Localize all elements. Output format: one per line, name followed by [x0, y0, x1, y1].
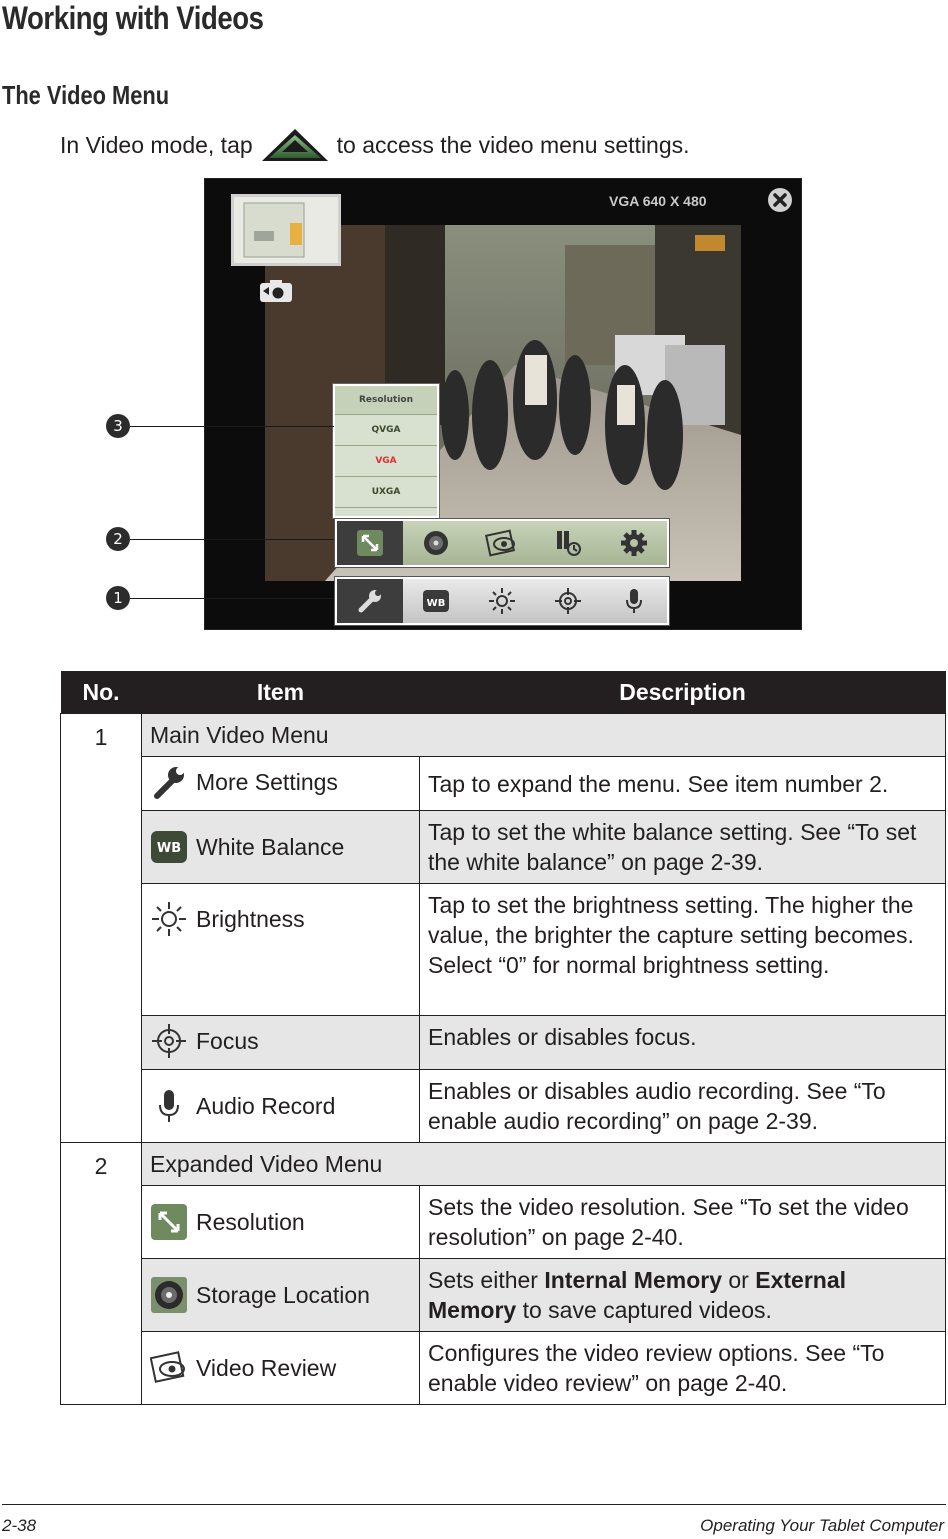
item-cell [142, 1016, 420, 1070]
description-cell: Configures the video review options. See “To enable video review” on page 2-40. [420, 1332, 946, 1405]
item-label: More Settings [196, 769, 338, 795]
description-text: Sets either [428, 1267, 545, 1293]
resolution-option-qvga[interactable]: QVGA [335, 415, 437, 446]
table-section-row [61, 714, 946, 757]
description-cell: Tap to expand the menu. See item number 2. [420, 757, 946, 811]
video-review-icon [485, 528, 519, 558]
gear-icon [619, 528, 649, 558]
table-row [61, 1070, 946, 1143]
item-label: Resolution [196, 1209, 305, 1235]
video-review-button[interactable] [469, 521, 535, 565]
timer-icon [553, 528, 583, 558]
brightness-icon [150, 900, 188, 938]
table-row [61, 1332, 946, 1405]
column-header-description: Description [420, 671, 946, 714]
white-balance-icon [150, 828, 188, 866]
item-label: White Balance [196, 834, 345, 860]
video-menu-table [60, 671, 946, 1405]
focus-button[interactable] [535, 579, 601, 623]
item-label: Brightness [196, 906, 305, 932]
description-cell: Enables or disables audio recording. See “To enable audio recording” on page 2-39. [420, 1070, 946, 1143]
resolution-option-uxga[interactable]: UXGA [335, 477, 437, 508]
focus-icon [553, 586, 583, 616]
microphone-icon [619, 586, 649, 616]
callout-2: 2 [106, 527, 130, 551]
column-header-item: Item [142, 671, 420, 714]
footer-page-number: 2-38 [2, 1516, 37, 1535]
item-cell [142, 1186, 420, 1259]
description-cell: Sets the video resolution. See “To set the video resolution” on page 2-40. [420, 1186, 946, 1259]
white-balance-button[interactable] [403, 579, 469, 623]
item-label: Storage Location [196, 1282, 370, 1308]
wrench-icon [355, 586, 385, 616]
page-title: Working with Videos [2, 0, 264, 36]
callout-1: 1 [106, 586, 130, 610]
resolution-icon [355, 528, 385, 558]
item-cell [142, 811, 420, 884]
item-label: Focus [196, 1028, 259, 1054]
item-label: Video Review [196, 1355, 337, 1381]
table-row [61, 1016, 946, 1070]
column-header-no: No. [61, 671, 142, 714]
item-cell [142, 757, 420, 811]
item-label: Audio Record [196, 1093, 336, 1119]
description-cell [420, 1259, 946, 1332]
callout-3: 3 [106, 414, 130, 438]
intro-paragraph [60, 128, 690, 162]
description-text: to save captured videos. [516, 1297, 772, 1323]
callout-2-leader [130, 539, 334, 540]
table-row [61, 757, 946, 811]
microphone-icon [150, 1087, 188, 1125]
audio-record-button[interactable] [601, 579, 667, 623]
table-row [61, 1259, 946, 1332]
video-screenshot [204, 178, 802, 630]
item-cell [142, 1259, 420, 1332]
video-menu-triangle-icon [261, 128, 329, 162]
item-cell [142, 1070, 420, 1143]
table-row [61, 884, 946, 1016]
item-cell [142, 884, 420, 1016]
external-memory-option: External Memory [428, 1267, 846, 1323]
storage-icon [150, 1276, 188, 1314]
table-row [61, 1186, 946, 1259]
section-title: Expanded Video Menu [142, 1143, 946, 1186]
brightness-button[interactable] [469, 579, 535, 623]
more-settings-button[interactable] [337, 579, 403, 623]
main-video-menu-bar [335, 577, 669, 625]
table-section-row [61, 1143, 946, 1186]
resolution-option-vga[interactable]: VGA [335, 446, 437, 477]
description-text: or [722, 1267, 756, 1293]
settings-button[interactable] [601, 521, 667, 565]
focus-icon [150, 1022, 188, 1060]
close-icon[interactable] [767, 187, 793, 213]
callout-3-leader [130, 426, 334, 427]
section-title: Main Video Menu [142, 714, 946, 757]
timer-button[interactable] [535, 521, 601, 565]
section-number: 2 [61, 1143, 142, 1405]
storage-icon [421, 528, 451, 558]
white-balance-glyph: WB [156, 841, 182, 856]
table-row [61, 811, 946, 884]
description-cell: Enables or disables focus. [420, 1016, 946, 1070]
footer-divider [2, 1504, 946, 1505]
last-capture-thumbnail[interactable] [231, 194, 341, 266]
section-title: The Video Menu [2, 80, 170, 110]
wrench-icon [150, 763, 188, 801]
resolution-menu [333, 384, 439, 518]
callout-1-leader [130, 598, 334, 599]
description-cell: Tap to set the white balance setting. See “To set the white balance” on page 2-39. [420, 811, 946, 884]
resolution-indicator: VGA 640 X 480 [609, 193, 707, 209]
white-balance-icon [421, 586, 451, 616]
brightness-icon [487, 586, 517, 616]
resolution-button[interactable] [337, 521, 403, 565]
expanded-video-menu-bar [335, 519, 669, 567]
resolution-menu-header: Resolution [335, 386, 437, 415]
intro-text-after: to access the video menu settings. [336, 131, 690, 158]
intro-text-before: In Video mode, tap [60, 131, 253, 158]
item-cell [142, 1332, 420, 1405]
footer-chapter-title: Operating Your Tablet Computer [700, 1516, 944, 1535]
section-number: 1 [61, 714, 142, 1143]
resolution-icon [150, 1203, 188, 1241]
white-balance-glyph: WB [426, 598, 446, 609]
table-header-row [61, 671, 946, 714]
internal-memory-option: Internal Memory [544, 1267, 722, 1293]
description-cell: Tap to set the brightness setting. The higher the value, the brighter the capture setting becomes. Select “0” for normal brightness setting. [420, 884, 946, 1016]
storage-button[interactable] [403, 521, 469, 565]
video-review-icon [150, 1349, 188, 1387]
camera-switch-icon[interactable] [259, 279, 293, 303]
